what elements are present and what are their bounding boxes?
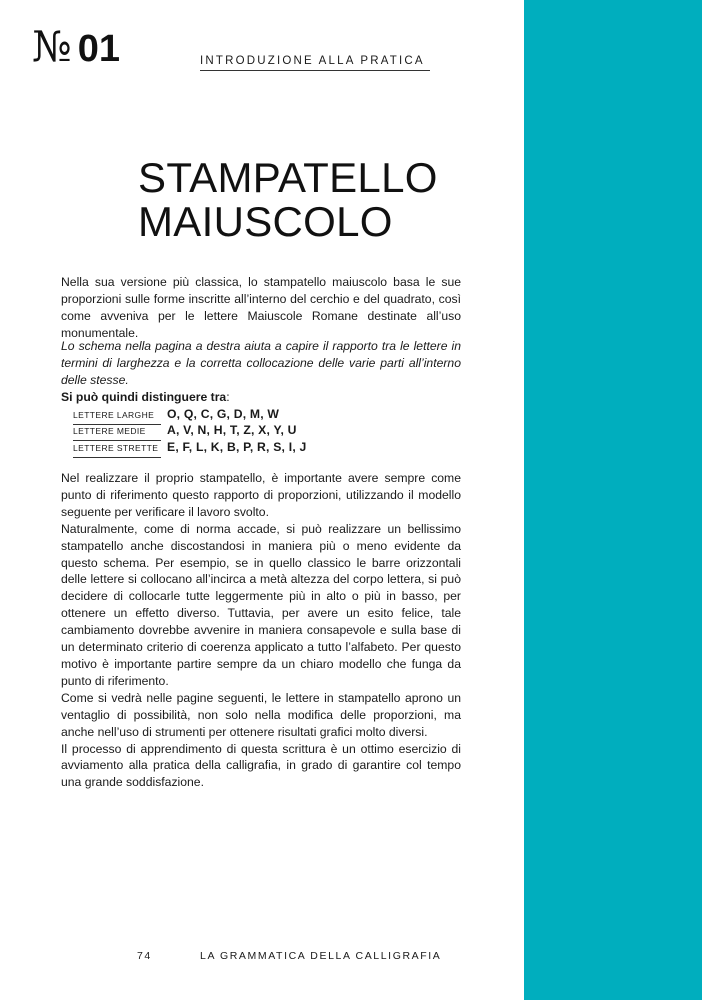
categories-lead <box>61 389 461 406</box>
chapter-number-digits: 01 <box>77 28 121 70</box>
category-row-medium <box>73 422 461 439</box>
title-line-2: MAIUSCOLO <box>138 198 393 245</box>
category-letters: A, V, N, H, T, Z, X, Y, U <box>167 423 297 438</box>
italic-note <box>61 338 461 389</box>
intro-paragraph <box>61 274 461 342</box>
numero-sign: № <box>32 22 72 71</box>
chapter-number <box>32 22 121 71</box>
categories-lead-text: Si può quindi distinguere tra <box>61 390 227 404</box>
title-line-1: STAMPATELLO <box>138 154 438 201</box>
body-paragraph: Come si vedrà nelle pagine seguenti, le lettere in stampatello aprono un ventaglio di possibilità, non solo nella modifica delle proporzioni, ma anche nell’uso di strumenti per ottenere risultati grafici molto diversi. <box>61 690 461 739</box>
category-row-narrow <box>73 439 461 456</box>
body-paragraph: Il processo di apprendimento di questa scrittura è un ottimo esercizio di avviamento alla pratica della calligrafia, in grado di garantire col tempo una grande soddisfazione. <box>61 741 461 790</box>
category-letters: E, F, L, K, B, P, R, S, I, J <box>167 439 307 454</box>
category-label: LETTERE MEDIE <box>73 423 161 441</box>
category-row-wide <box>73 406 461 423</box>
category-label: LETTERE LARGHE <box>73 407 161 425</box>
categories-lead-colon: : <box>226 390 230 404</box>
body-paragraph: Nel realizzare il proprio stampatello, è importante avere sempre come punto di riferimento questo rapporto di proporzioni, utilizzando il modello seguente per verificare il lavoro svolto. <box>61 471 461 519</box>
section-label: INTRODUZIONE ALLA PRATICA <box>200 55 430 71</box>
italic-note-text: Lo schema nella pagina a destra aiuta a capire il rapporto tra le lettere in termini di larghezza e la corretta collocazione delle varie parti all’interno delle stesse. <box>61 339 461 387</box>
intro-text: Nella sua versione più classica, lo stampatello maiuscolo basa le sue proporzioni sulle forme inscritte all’interno del cerchio e del quadrato, così come avveniva per le lettere Maiuscole Romane destinate all’uso monumentale. <box>61 275 461 340</box>
letter-categories <box>61 389 461 455</box>
category-label: LETTERE STRETTE <box>73 440 161 458</box>
running-footer-title: LA GRAMMATICA DELLA CALLIGRAFIA <box>200 950 442 962</box>
body-paragraph: Naturalmente, come di norma accade, si può realizzare un bellissimo stampatello anche discostandosi in maniera più o meno evidente da questo schema. Per esempio, se in quello classico le barre orizzontali delle lettere si collocano all’incirca a metà altezza del corpo lettera, si può decidere di collocarle tutte leggermente più in alto o più in basso, per ottenere un effetto diverso. Tuttavia, per avere un esito felice, tale cambiamento dovrebbe avvenire in maniera consapevole e sulla base di un determinato criterio di coerenza applicato a tutto l’alfabeto. Per questo motivo è importante partire sempre da un chiaro modello che funga da punto di riferimento. <box>61 521 461 688</box>
page-number: 74 <box>137 950 152 962</box>
category-letters: O, Q, C, G, D, M, W <box>167 406 280 421</box>
main-body <box>61 470 461 791</box>
page-title <box>138 156 438 244</box>
accent-side-band <box>524 0 702 1000</box>
